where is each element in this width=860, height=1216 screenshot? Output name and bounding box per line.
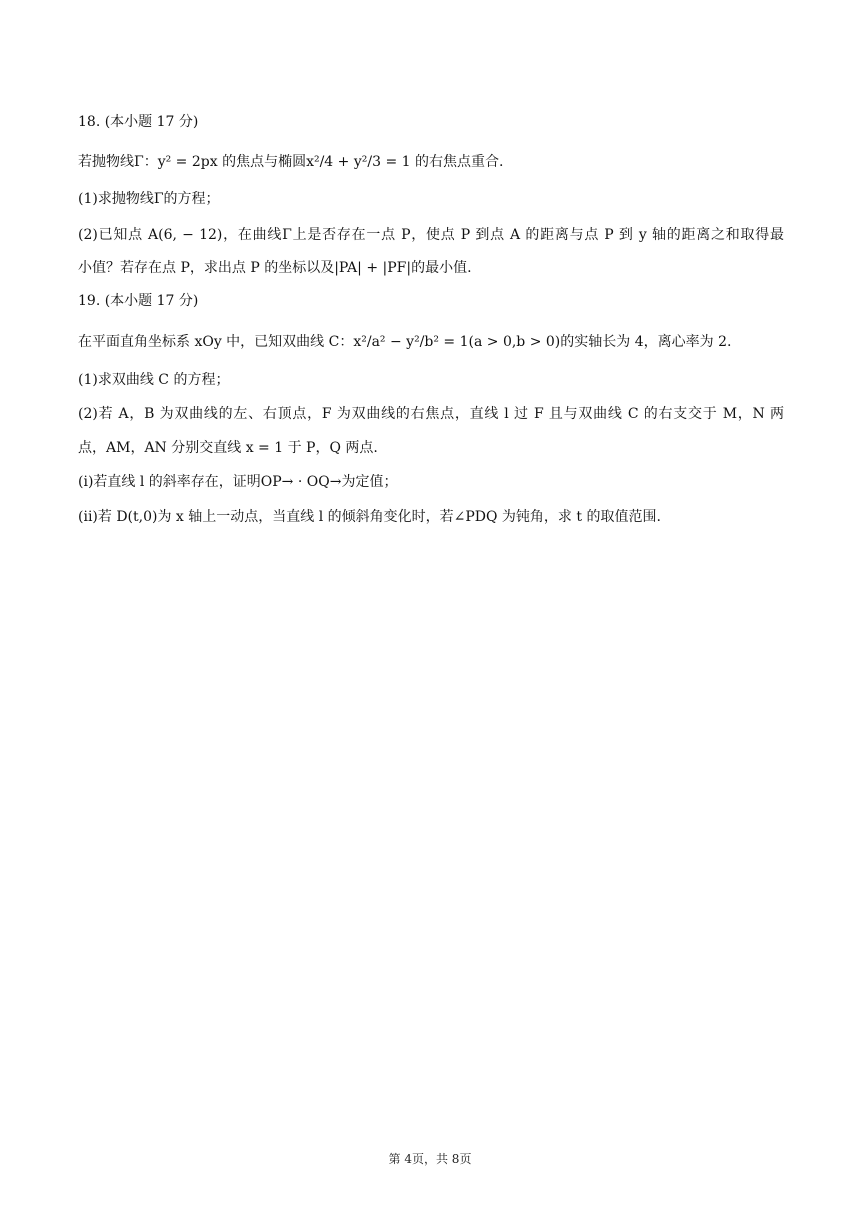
question-19-sub-ii: (ii)若 D(t,0)为 x 轴上一动点，当直线 l 的倾斜角变化时，若∠PDQ 为钝角，求 t 的取值范围. (78, 509, 661, 525)
question-19-header: 19. (本小题 17 分) (78, 293, 199, 309)
question-18-part-2-line-2: 小值？若存在点 P，求出点 P 的坐标以及|PA| + |PF|的最小值. (78, 260, 472, 276)
question-18-part-1: (1)求抛物线Γ的方程； (78, 191, 220, 207)
question-19-part-2-line-2: 点，AM，AN 分别交直线 x = 1 于 P，Q 两点. (78, 440, 378, 456)
question-19-part-1: (1)求双曲线 C 的方程； (78, 372, 230, 388)
question-19-stem: 在平面直角坐标系 xOy 中，已知双曲线 C：x²/a² − y²/b² = 1(a > 0,b > 0)的实轴长为 4，离心率为 2. (78, 334, 732, 350)
question-18-part-2-line-1: (2)已知点 A(6, − 12)，在曲线Γ上是否存在一点 P，使点 P 到点 A 的距离与点 P 到 y 轴的距离之和取得最 (78, 227, 784, 243)
question-19-sub-i: (i)若直线 l 的斜率存在，证明OP→ · OQ→为定值； (78, 474, 398, 490)
question-18-header: 18. (本小题 17 分) (78, 114, 199, 130)
question-19-part-2-line-1: (2)若 A，B 为双曲线的左、右顶点，F 为双曲线的右焦点，直线 l 过 F 且与双曲线 C 的右支交于 M，N 两 (78, 406, 784, 422)
question-18-stem: 若抛物线Γ：y² = 2px 的焦点与椭圆x²/4 + y²/3 = 1 的右焦点重合. (78, 154, 504, 170)
page-number-footer: 第 4页，共 8页 (388, 1152, 472, 1166)
